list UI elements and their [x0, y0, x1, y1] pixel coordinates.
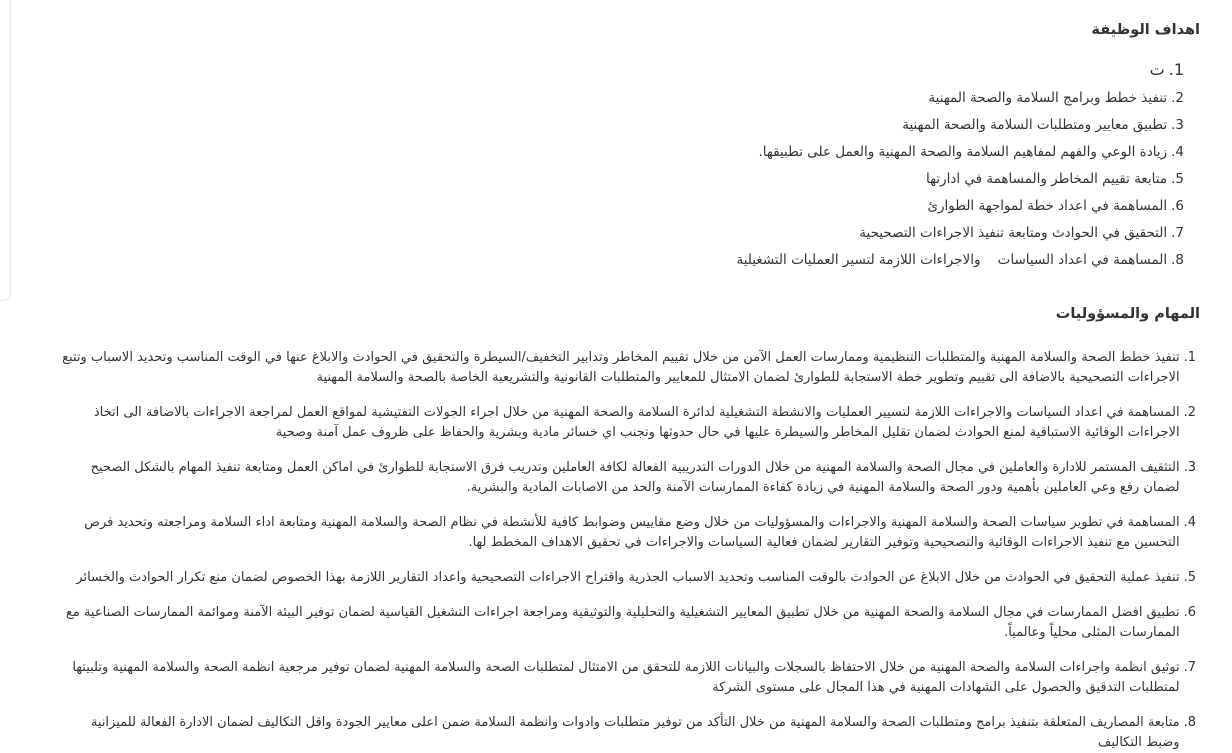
- goal-item: [584, 171, 1184, 198]
- goal-item: [584, 117, 1184, 144]
- goal-number: 4.: [1171, 144, 1184, 160]
- goal-number: 1.: [1168, 60, 1184, 79]
- goal-item: [584, 198, 1184, 225]
- goal-text: ت: [1149, 60, 1165, 79]
- task-text: التثقيف المستمر للادارة والعاملين في مجال الصحة والسلامة المهنية من خلال الدورات التدريبية الفعالة لكافة العاملين وتدريب فرق الاستجابة للطوارئ في اماكن العمل ومتابعة تنفيذ المهام بالشكل الصحيح لضمان رفع وعي العاملين بأهمية ودور الصحة والسلامة المهنية في زيادة كفاءة الممارسات الآمنة والحد من الاصابات المادية والبشرية.: [90, 460, 1180, 495]
- task-text: المساهمة في تطوير سياسات الصحة والسلامة المهنية والاجراءات والمسؤوليات من خلال وضع مقاييس وضوابط كافية للأنشطة في نظام الصحة والسلامة المهنية ومتابعة اداء السلامة ومراجعته وتحديد فرص التحسين مع تنفيذ الاجراءات الوقائية والتصحيحية وتوفير التقارير لضمان فعالية السياسات والاجراءات في تحقيق الاهداف المخطط لها.: [84, 515, 1180, 550]
- goal-number: 7.: [1171, 225, 1184, 241]
- goal-item: [584, 252, 1184, 279]
- goal-text: المساهمة في اعداد السياسات والاجراءات اللازمة لتسير العمليات التشغيلية: [736, 252, 1168, 268]
- tasks-section-title: المهام والمسؤوليات: [1055, 306, 1200, 322]
- task-item: [56, 403, 1196, 443]
- goal-number: 2.: [1171, 90, 1184, 106]
- goal-item: [584, 60, 1184, 90]
- task-number: 5.: [1183, 570, 1196, 585]
- goal-text: تطبيق معايير ومتطلبات السلامة والصحة المهنية: [902, 117, 1168, 133]
- goal-number: 5.: [1171, 171, 1184, 187]
- goal-item: [584, 90, 1184, 117]
- goal-item: [584, 225, 1184, 252]
- task-number: 1.: [1183, 350, 1196, 365]
- goals-list: [584, 60, 1184, 279]
- task-text: توثيق انظمة واجراءات السلامة والصحة المهنية من خلال الاحتفاظ بالسجلات والبيانات اللازمة للتحقق من الامتثال لمتطلبات الصحة والسلامة المهنية لضمان توفير مرجعية انظمة الصحة والسلامة المهنية وتلبيتها لمتطلبات التدقيق والحصول على الشهادات المهنية في هذا المجال على مستوى الشركة: [72, 660, 1180, 695]
- task-number: 4.: [1183, 515, 1196, 530]
- goal-item: [584, 144, 1184, 171]
- task-number: 8.: [1183, 715, 1196, 730]
- goal-number: 8.: [1171, 252, 1184, 268]
- task-text: متابعة المصاريف المتعلقة بتنفيذ برامج ومتطلبات الصحة والسلامة المهنية من خلال التأكد من توفير متطلبات وادوات وانظمة السلامة ضمن اعلى معايير الجودة واقل التكاليف لضمان الادارة الفعالة للميزانية وضبط التكاليف: [90, 715, 1180, 750]
- task-number: 7.: [1183, 660, 1196, 675]
- goal-text: تنفيذ خطط وبرامج السلامة والصحة المهنية: [928, 90, 1168, 106]
- task-item: [56, 513, 1196, 553]
- card-border: [0, 0, 11, 301]
- task-number: 2.: [1183, 405, 1196, 420]
- task-item: [56, 658, 1196, 698]
- task-text: تنفيذ عملية التحقيق في الحوادث من خلال الابلاغ عن الحوادث بالوقت المناسب وتحديد الاسباب الجذرية واقتراح الاجراءات التصحيحية واعداد التقارير اللازمة بهذا الخصوص لضمان منع تكرار الحوادث والخسائر: [76, 570, 1180, 585]
- goal-number: 3.: [1171, 117, 1184, 133]
- task-item: [56, 713, 1196, 753]
- task-text: المساهمة في اعداد السياسات والاجراءات اللازمة لتسيير العمليات والانشطة التشغيلية لدائرة السلامة والصحة المهنية من خلال اجراء الجولات التفتيشية لمواقع العمل لمراجعة الاجراءات بالاضافة الى اتخاذ الاجراءات الوقائية الاستباقية لمنع الحوادث لضمان تقليل المخاطر والسيطرة عليها في حال حدوثها وتجنب اي خسائر مادية وبشرية والحفاظ على ظروف عمل آمنة وصحية: [93, 405, 1180, 440]
- task-number: 6.: [1183, 605, 1196, 620]
- goal-number: 6.: [1171, 198, 1184, 214]
- goal-text: متابعة تقييم المخاطر والمساهمة في ادارتها: [925, 171, 1168, 187]
- goal-text: زيادة الوعي والفهم لمفاهيم السلامة والصحة المهنية والعمل على تطبيقها.: [758, 144, 1168, 160]
- task-text: تنفيذ خطط الصحة والسلامة المهنية والمتطلبات التنظيمية وممارسات العمل الآمن من خلال تقييم المخاطر وتدابير التخفيف/السيطرة والتحقيق في الحوادث والابلاغ عنها في الوقت المناسب وتحديد الاسباب وتتبع الاجراءات التصحيحية بالاضافة الى تقييم وتطوير خطة الاستجابة للطوارئ لضمان الامتثال للمعايير والمتطلبات القانونية والتشريعية الخاصة بالصحة والسلامة المهنية: [62, 350, 1180, 385]
- goal-text: التحقيق في الحوادث ومتابعة تنفيذ الاجراءات التصحيحية: [859, 225, 1168, 241]
- task-item: [56, 348, 1196, 388]
- goals-section-title: اهداف الوظيفة: [1091, 22, 1200, 38]
- task-text: تطبيق افضل الممارسات في مجال السلامة والصحة المهنية من خلال تطبيق المعايير التشغيلية والتحليلية والتوثيقية ومراجعة اجراءات التشغيل القياسية لضمان توفير البيئة الآمنة وموائمة الممارسات الصناعية مع الممارسات المثلى محلياً وعالمياً.: [65, 605, 1180, 640]
- task-item: [56, 603, 1196, 643]
- goal-text: المساهمة في اعداد خطة لمواجهة الطوارئ: [927, 198, 1168, 214]
- task-item: [56, 568, 1196, 588]
- task-item: [56, 458, 1196, 498]
- tasks-list: [56, 348, 1196, 753]
- task-number: 3.: [1183, 460, 1196, 475]
